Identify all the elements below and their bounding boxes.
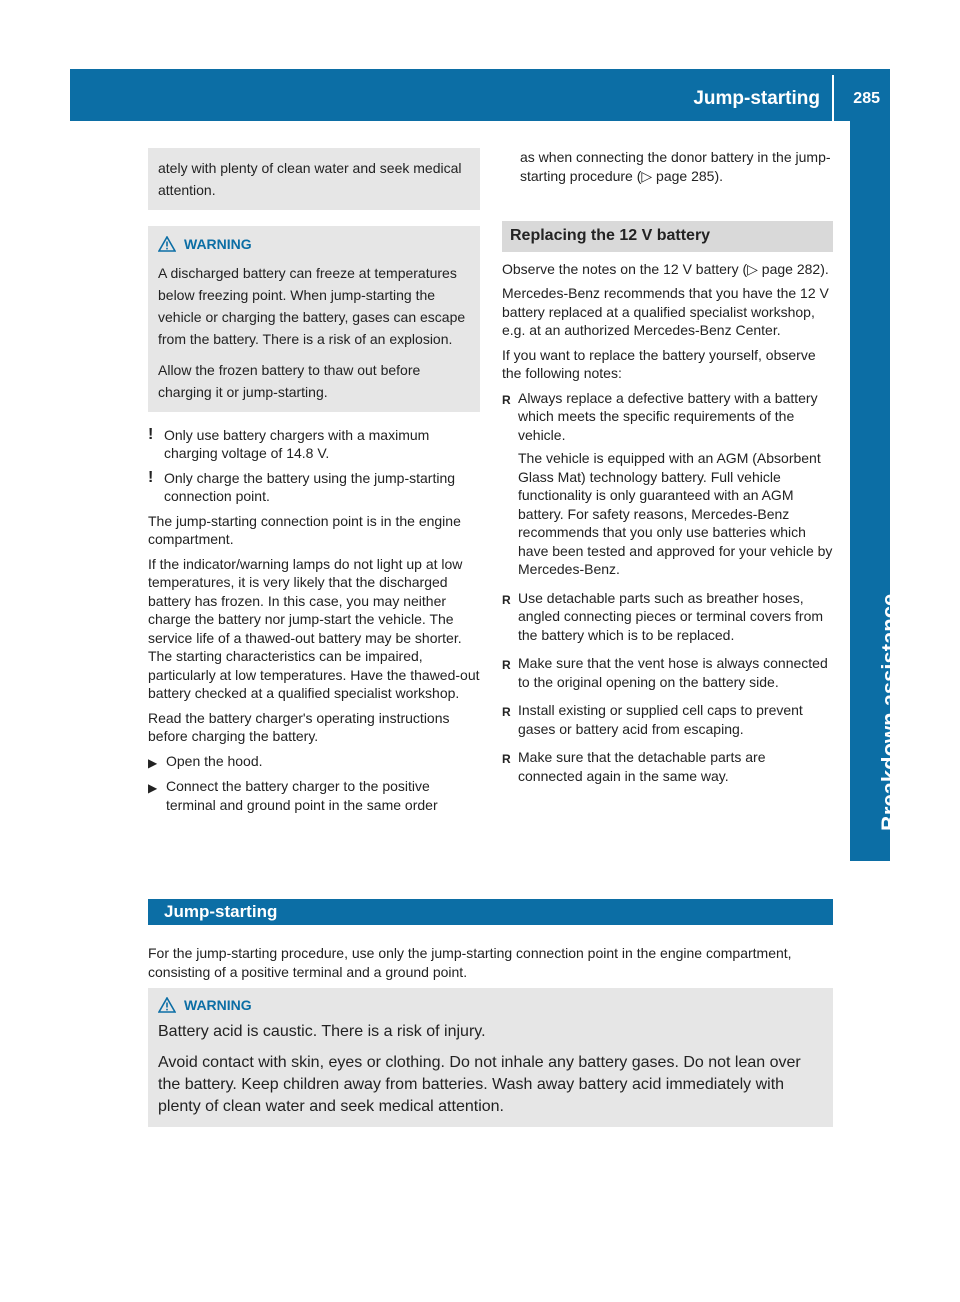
body-paragraph: If you want to replace the battery yourself, observe the following notes: (502, 346, 816, 381)
list-item-text: Make sure that the detachable parts are connected again in the same way. (518, 749, 766, 784)
step-text: Open the hood. (166, 752, 263, 769)
warning-header (158, 997, 823, 1013)
step-item (148, 777, 480, 814)
warning-paragraph: Battery acid is caustic. There is a risk of injury. (158, 1023, 486, 1040)
list-item (502, 701, 833, 743)
body-paragraph: The jump-starting connection point is in the engine compartment. (148, 512, 461, 547)
step-text: Connect the battery charger to the positive terminal and ground point in the same order (166, 778, 438, 813)
list-item-text: Install existing or supplied cell caps to prevent gases or battery acid from escaping. (518, 702, 803, 737)
note-text: Only charge the battery using the jump-starting connection point. (164, 469, 456, 504)
page-header (70, 69, 890, 121)
warning-triangle-icon (158, 236, 176, 252)
list-item (502, 389, 833, 584)
step-arrow-icon: ▶ (148, 781, 158, 795)
warning-box (148, 226, 480, 412)
list-item-body (518, 389, 833, 584)
list-item (502, 748, 833, 790)
continued-warning-box (148, 148, 480, 210)
intro-paragraph: For the jump-starting procedure, use only the jump-starting connection point in the engine compartment, consisting of a positive terminal and a ground point. (148, 945, 792, 980)
side-tab-label: Breakdown assistance (877, 593, 902, 831)
bullet-icon: R (502, 705, 511, 719)
list-item-text: Make sure that the vent hose is always connected to the original opening on the battery side. (518, 655, 828, 690)
note-item (148, 469, 480, 506)
warning-paragraph: A discharged battery can freeze at temperatures below freezing point. When jump-starting the vehicle or charging the battery, gases can escape from the battery. There is a risk of an explosion. (158, 264, 466, 347)
list-item-text: Always replace a defective battery with a battery which meets the specific requirements of the vehicle. (518, 389, 818, 443)
side-tab (850, 121, 902, 861)
bullet-icon: R (502, 658, 511, 672)
bullet-icon: R (502, 752, 511, 766)
header-divider (832, 75, 834, 121)
list-item-body (518, 701, 833, 743)
list-item-body (518, 748, 833, 790)
list-item-body (518, 654, 833, 696)
warning-paragraph: Allow the frozen battery to thaw out before charging it or jump-starting. (158, 361, 421, 400)
warning-label: WARNING (184, 997, 252, 1013)
list-item-text: Use detachable parts such as breather hoses, angled connecting pieces or terminal covers from the battery which is to be replaced. (518, 589, 824, 643)
body-paragraph: If the indicator/warning lamps do not light up at low temperatures, it is very likely that the discharged battery has frozen. In this case, you may neither charge the battery nor jump-start the vehicle. The service life of a thawed-out battery may be shorter. The starting characteristics can be impaired, particularly at low temperatures. Have the thawed-out battery checked at a qualified specialist workshop. (148, 555, 480, 701)
bullet-icon: R (502, 392, 511, 407)
note-text: Only use battery chargers with a maximum charging voltage of 14.8 V. (164, 426, 430, 461)
step-arrow-icon: ▶ (148, 755, 158, 770)
exclamation-icon: ! (148, 468, 154, 486)
body-paragraph: Observe the notes on the 12 V battery (▷ page 282). (502, 260, 829, 277)
body-paragraph: Read the battery charger's operating instructions before charging the battery. (148, 709, 450, 744)
exclamation-icon: ! (148, 425, 154, 443)
page-number: 285 (853, 90, 880, 107)
warning-paragraph: Avoid contact with skin, eyes or clothing. Do not inhale any battery gases. Do not lean over the battery. Keep children away from batteries. Wash away battery acid immediately with plenty of clean water and seek medical attention. (158, 1054, 801, 1115)
note-item (148, 426, 480, 463)
section-heading-jump-starting: Jump-starting (148, 899, 833, 925)
warning-box (148, 988, 833, 1127)
list-item (502, 589, 833, 650)
continuation-text: as when connecting the donor battery in the jump-starting procedure (▷ page 285). (520, 149, 831, 184)
list-item (502, 654, 833, 696)
list-item-subtext: The vehicle is equipped with an AGM (Absorbent Glass Mat) technology battery. Full vehicle functionality is only guaranteed with an AGM battery. For safety reasons, Mercedes-Benz recommends that you only use batteries which have been tested and approved for your vehicle by Mercedes-Benz. (518, 450, 833, 577)
step-item (148, 752, 480, 773)
warning-label: WARNING (184, 236, 252, 252)
warning-triangle-icon (158, 997, 176, 1013)
section-heading: Replacing the 12 V battery (502, 221, 833, 252)
warning-header (158, 235, 470, 254)
list-item-body (518, 589, 833, 650)
header-title: Jump-starting (693, 88, 820, 109)
right-column (502, 148, 833, 795)
body-paragraph: Mercedes-Benz recommends that you have the 12 V battery replaced at a qualified specialist workshop, e.g. at an authorized Mercedes-Benz Center. (502, 285, 829, 338)
bullet-icon: R (502, 592, 511, 607)
left-column (148, 148, 480, 819)
continued-warning-text: ately with plenty of clean water and seek medical attention. (158, 160, 462, 198)
